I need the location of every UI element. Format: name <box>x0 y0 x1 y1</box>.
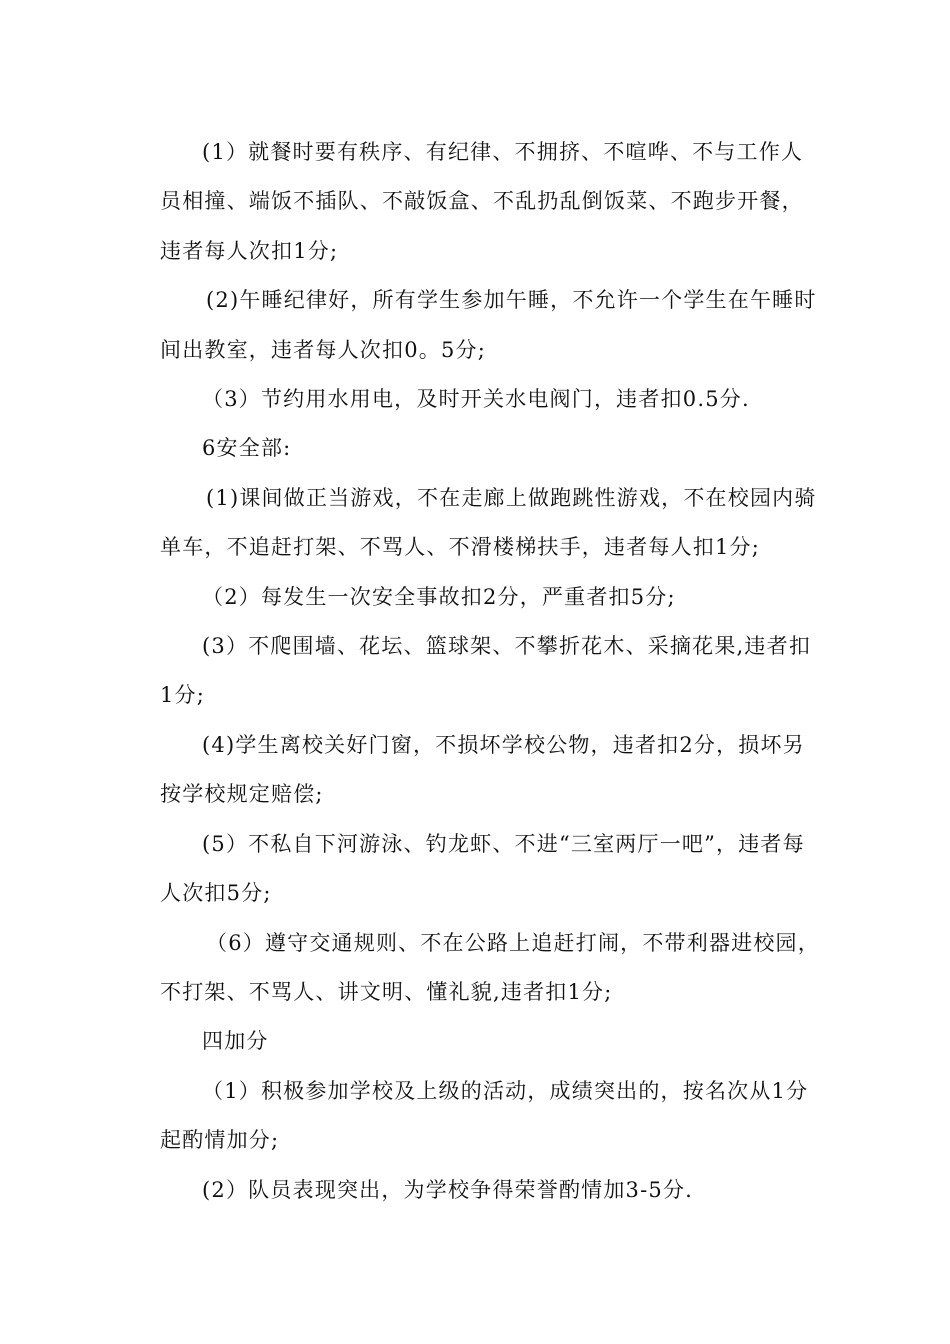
paragraph-bonus-2: (2）队员表现突出，为学校争得荣誉酌情加3-5分. <box>202 1177 694 1202</box>
section-heading-bonus: 四加分 <box>202 1029 269 1054</box>
paragraph-safety-1: (1)课间做正当游戏，不在走廊上做跑跳性游戏，不在校园内骑单车，不追赶打架、不骂人、不滑楼梯扶手，违者每人扣1分; <box>160 485 817 560</box>
paragraph-safety-5: (5）不私自下河游泳、钓龙虾、不进“三室两厅一吧”，违者每人次扣5分; <box>160 831 805 906</box>
document-body <box>160 128 820 1215</box>
paragraph-safety-6: （6）遵守交通规则、不在公路上追赶打闹，不带利器进校园，不打架、不骂人、讲文明、懂礼貌,违者扣1分; <box>160 930 820 1004</box>
paragraph-dining-rules: (1）就餐时要有秩序、有纪律、不拥挤、不喧哗、不与工作人员相撞、端饭不插队、不敲饭盒、不乱扔乱倒饭菜、不跑步开餐，违者每人次扣1分; <box>160 140 804 263</box>
paragraph-nap-rules: (2)午睡纪律好，所有学生参加午睡，不允许一个学生在午睡时间出教室，违者每人次扣0。5分; <box>160 288 817 362</box>
paragraph-save-resources: （3）节约用水用电，及时开关水电阀门，违者扣0.5分. <box>202 387 750 412</box>
paragraph-bonus-1: （1）积极参加学校及上级的活动，成绩突出的，按名次从1分起酌情加分; <box>160 1078 809 1153</box>
paragraph-safety-3: (3）不爬围墙、花坛、篮球架、不攀折花木、采摘花果,违者扣1分; <box>160 634 812 708</box>
paragraph-safety-4: (4)学生离校关好门窗，不损坏学校公物，违者扣2分，损坏另按学校规定赔偿; <box>160 732 805 807</box>
section-heading-safety: 6安全部: <box>202 436 292 461</box>
paragraph-safety-2: （2）每发生一次安全事故扣2分，严重者扣5分; <box>202 584 676 609</box>
